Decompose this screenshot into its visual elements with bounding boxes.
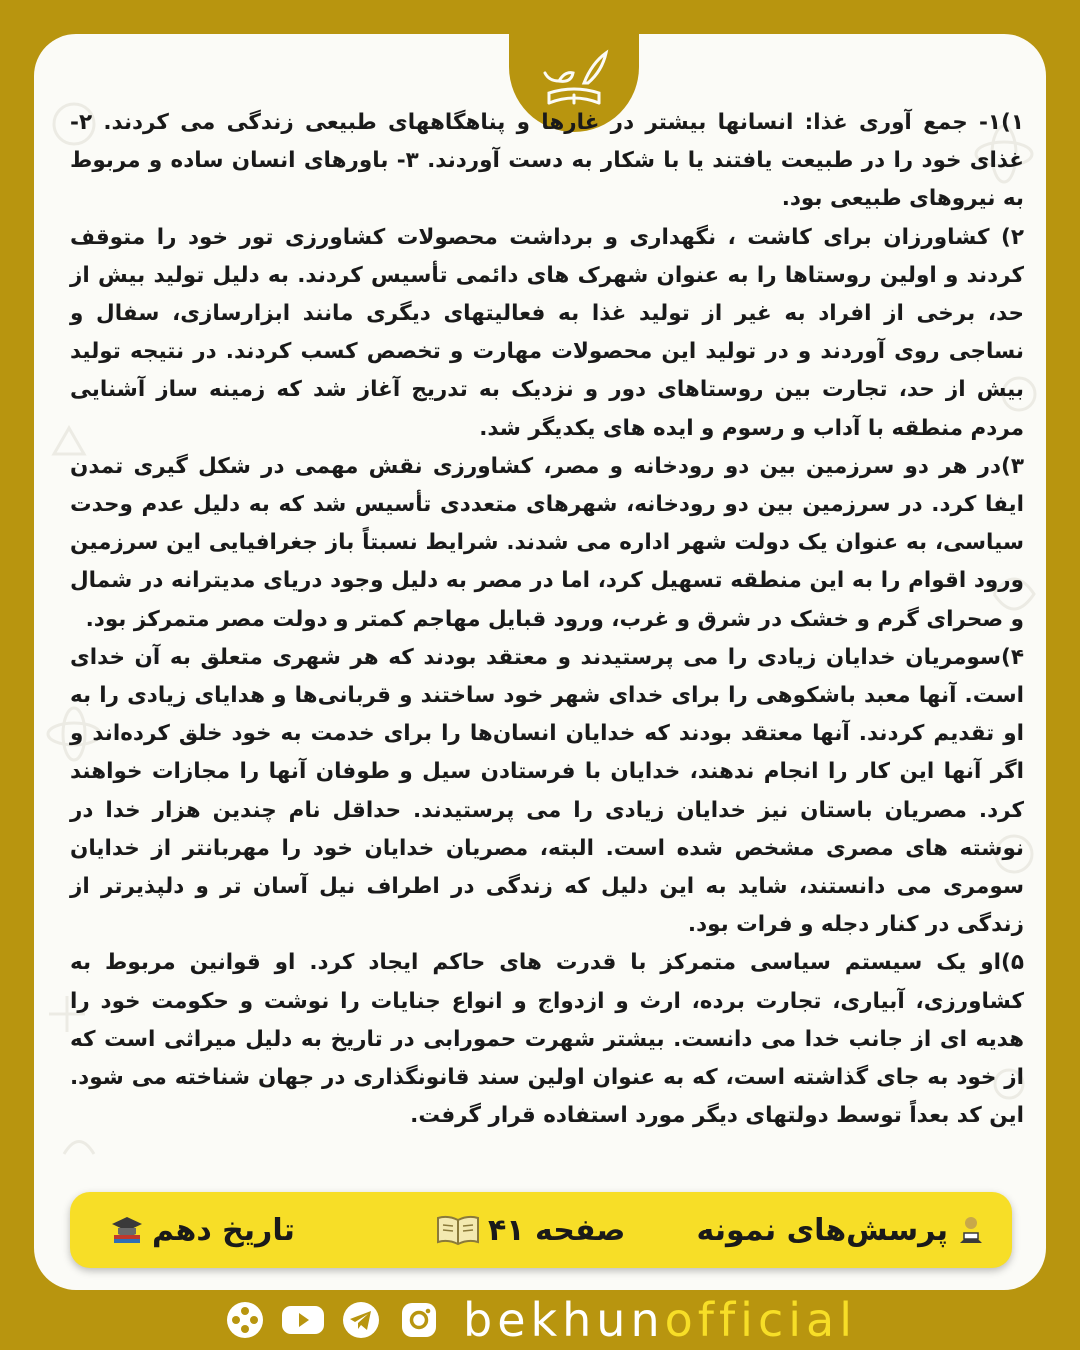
footer: [0, 1290, 1080, 1350]
paragraph-3: ۳)در هر دو سرزمین بین دو رودخانه و مصر، کشاورزی نقش مهمی در شکل گیری تمدن ایفا کرد. در سرزمین بین دو رودخانه، شهرهای متعددی تأسیس شد که به دلیل عدم وحدت سیاسی، به عنوان یک دولت شهر اداره می شدند. شرایط نسبتاً باز جغرافیایی این سرزمین ورود اقوام را به این منطقه تسهیل کرد، اما در مصر به دلیل وجود دریای مدیترانه در شمال و صحرای گرم و خشک در شرق و غرب، ورود قبایل مهاجم کمتر و دولت مصر متمرکز بود.: [70, 453, 1024, 632]
paragraph-1: ۱)۱- جمع آوری غذا: انسانها بیشتر در غارها و پناهگاههای طبیعی زندگی می کردند. ۲- غذای خود را در طبیعت یافتند یا با شکار به دست آوردند. ۳- باورهای انسان ساده و مربوط به نیروهای طبیعی بود.: [70, 110, 1024, 212]
instagram-icon[interactable]: [397, 1298, 441, 1342]
info-banner: [70, 1192, 1012, 1268]
graduation-cap-icon: [110, 1215, 144, 1245]
page-label: صفحه ۴۱: [487, 1212, 626, 1248]
article-body: [70, 104, 1024, 1135]
brand-part2: official: [664, 1293, 857, 1347]
subject-group: [110, 1213, 295, 1248]
paragraph-2: ۲) کشاورزان برای کاشت ، نگهداری و برداشت محصولات کشاورزی تور خود را متوقف کردند و اولین روستاها را به عنوان شهرک های دائمی تأسیس کردند. به دلیل تولید بیش از حد، برخی از افراد به غیر از تولید غذا به فعالیتهای دیگری مانند ابزارسازی، سفال و نساجی روی آوردند و در تولید این محصولات مهارت و تخصص کسب کردند. در نتیجه تولید بیش از حد، تجارت بین روستاهای دور و نزدیک به تدریج آغاز شد که زمینه ساز آشنایی مردم منطقه با آداب و رسوم و ایده های یکدیگر شد.: [70, 224, 1024, 441]
person-reading-icon: [956, 1215, 986, 1245]
film-reel-icon[interactable]: [223, 1298, 267, 1342]
brand-handle: [463, 1290, 857, 1350]
open-book-icon: [436, 1214, 480, 1246]
paragraph-5: ۵)او یک سیستم سیاسی متمرکز با قدرت های حاکم ایجاد کرد. او قوانین مربوط به کشاورزی، آبیاری، تجارت برده، ارث و ازدواج و انواع جنایات را نوشت و حکومت خود را هدیه ای از جانب خدا می دانست. بیشتر شهرت حمورابی در تاریخ به دلیل میراثی است که از خود به جای گذاشته است، که به عنوان اولین سند قانونگذاری در جهان شناخته می شود. این کد بعداً توسط دولتهای دیگر مورد استفاده قرار گرفت.: [70, 950, 1024, 1129]
questions-label: پرسش‌های نمونه: [696, 1212, 948, 1248]
subject-label: تاریخ دهم: [152, 1212, 295, 1248]
brand-part1: bekhun: [463, 1293, 665, 1347]
social-icons: [223, 1298, 441, 1342]
paragraph-4: ۴)سومریان خدایان زیادی را می پرستیدند و معتقد بودند که هر شهری متعلق به آن خدای است. آنها معبد باشکوهی را برای خدای شهر خود ساختند و قربانی‌ها و هدایای زیادی را به او تقدیم کردند. آنها معتقد بودند که خدایان انسان‌ها را برای خدمت به خود خلق کرده‌اند و اگر آنها این کار را انجام ندهند، خدایان با فرستادن سیل و طوفان آنها را مجازات خواهند کرد. مصریان باستان نیز خدایان زیادی را می پرستیدند. حداقل نام چندین هزار خدا در نوشته های مصری مشخص شده است. البته، مصریان خدایان خود را مهربانتر از خدایان سومری می دانستند، شاید به این دلیل که زندگی در اطراف نیل آسان تر و دلپذیرتر از زندگی در کنار دجله و فرات بود.: [70, 644, 1024, 938]
page-group: [436, 1213, 625, 1248]
youtube-icon[interactable]: [281, 1298, 325, 1342]
telegram-icon[interactable]: [339, 1298, 383, 1342]
questions-group: [697, 1213, 986, 1248]
